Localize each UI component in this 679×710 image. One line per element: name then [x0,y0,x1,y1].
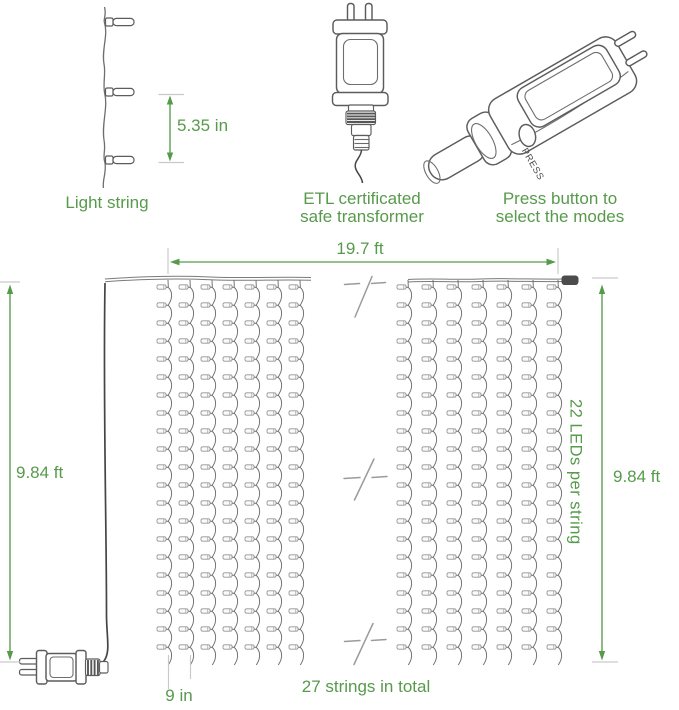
power-cord [104,283,108,662]
string-spacing-label: 9 in [165,686,193,705]
strings-total-label: 27 strings in total [301,677,431,696]
transformer-caption-line2: safe transformer [300,207,424,227]
curtain-height-label-right: 9.84 ft [613,467,661,486]
transformer-prong [348,4,355,22]
curtain-strings-left [157,280,304,665]
break-mark-top [345,277,386,318]
plug-prong [20,659,39,665]
transformer-illustration [333,4,389,184]
break-mark-bottom [345,624,387,665]
break-mark-middle [344,459,387,500]
led-spacing-label: 5.35 in [177,116,229,135]
plug-prong [20,670,39,676]
light-string-illustration [103,7,184,188]
light-string-caption: Light string [65,193,149,212]
curtain-height-label-left: 9.84 ft [16,463,64,482]
transformer-cord [355,150,362,183]
led-bulb [106,18,135,26]
power-plug-illustration [20,651,109,685]
string-spacing-marks [169,655,191,689]
curtain-illustration [20,276,579,685]
controller-caption [480,190,640,226]
leds-per-string-label: 22 LEDs per string [566,399,585,545]
transformer-prong [366,4,373,22]
end-connector [562,276,579,286]
led-bulb [106,88,135,96]
controller-caption-line2: select the modes [495,207,625,227]
controller-caption-line1: Press button to [502,189,618,208]
controller-prong [625,50,648,67]
transformer-caption-line1: ETL certificated [303,189,421,208]
transformer-caption [282,190,442,226]
led-bulb [106,156,135,164]
curtain-strings-right [397,280,562,665]
press-button-label: PRESS [518,146,547,183]
controller-prong [614,30,637,47]
curtain-width-label: 19.7 ft [336,239,384,258]
